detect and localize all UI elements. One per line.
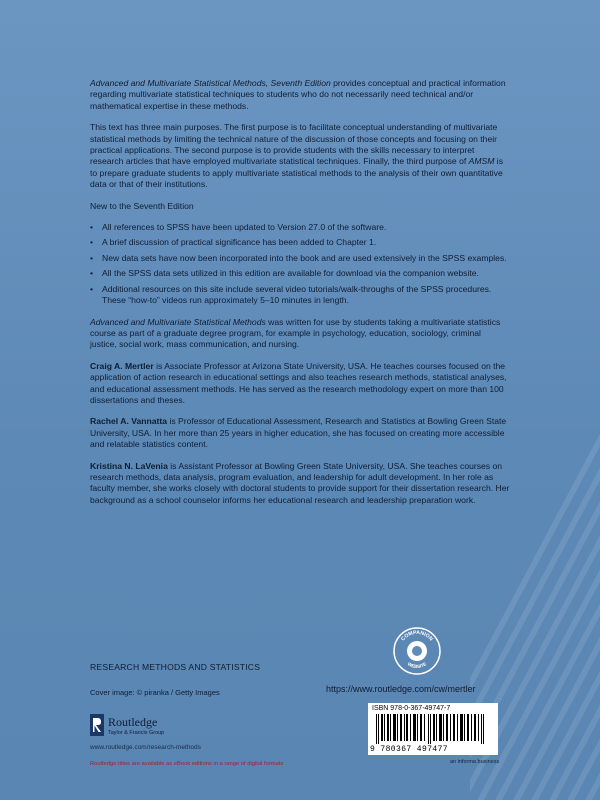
list-item: • All references to SPSS have been updated to Version 27.0 of the software. bbox=[90, 222, 510, 233]
publisher-name: Routledge bbox=[108, 715, 158, 729]
cover-image-credit: Cover image: © piranka / Getty Images bbox=[90, 688, 220, 697]
list-item: • A brief discussion of practical significance has been added to Chapter 1. bbox=[90, 237, 510, 248]
author-name: Rachel A. Vannatta bbox=[90, 416, 168, 427]
audience-title-italic: Advanced and Multivariate Statistical Methods bbox=[90, 316, 266, 327]
author-bio-text: is Assistant Professor at Bowling Green State University, USA. She teaches courses on research methods, data analysis, program evaluation, and leadership for adult development. In her role as faculty member, she works closely with doctoral students to provide support for their dissertation research. Her background as a school counselor informs her educational research and leadership preparation work. bbox=[90, 460, 510, 505]
companion-website-icon bbox=[392, 626, 442, 676]
routledge-logo-icon bbox=[90, 714, 104, 736]
author-name: Kristina N. LaVenia bbox=[90, 460, 168, 471]
author-bio bbox=[90, 361, 510, 407]
barcode-number: 9 780367 497477 bbox=[370, 745, 449, 754]
new-edition-heading: New to the Seventh Edition bbox=[90, 200, 194, 211]
ebook-note: Routledge titles are available as eBook editions in a range of digital formats bbox=[90, 761, 284, 767]
informa-tagline: an informa business bbox=[450, 759, 500, 765]
subject-category: RESEARCH METHODS AND STATISTICS bbox=[90, 662, 261, 672]
publisher-url[interactable]: www.routledge.com/research-methods bbox=[90, 744, 201, 751]
audience-paragraph bbox=[90, 317, 510, 351]
purposes-text-2: is to prepare graduate students to apply multivariate statistical methods to the analysis of their own quantitative data or that of their institutions. bbox=[90, 156, 504, 190]
amsm-italic: AMSM bbox=[468, 156, 495, 167]
list-item: • New data sets have now been incorporated into the book and are used extensively in the SPSS examples. bbox=[90, 253, 510, 264]
new-edition-list bbox=[90, 222, 510, 306]
intro-text: provides conceptual and practical information regarding multivariate statistical techniques to students who do not necessarily need technical and/or mathematical expertise in these methods. bbox=[90, 78, 506, 111]
companion-website-badge bbox=[392, 626, 442, 676]
purposes-text-1: This text has three main purposes. The first purpose is to facilitate conceptual understanding of multivariate statistical methods by limiting the technical nature of the discussion of those concepts and focusing on their practical applications. The second purpose is to provide students with the skills necessary to interpret research articles that have employed multivariate statistical techniques. Finally, the third purpose of bbox=[90, 122, 498, 167]
companion-badge-text-bottom: WEBSITE bbox=[406, 661, 428, 670]
purposes-paragraph bbox=[90, 122, 510, 190]
companion-url[interactable]: https://www.routledge.com/cw/mertler bbox=[326, 684, 476, 694]
audience-text: was written for use by students taking a multivariate statistics course as part of a graduate degree program, for example in psychology, education, sociology, criminal justice, social work, mass communication, and nursing. bbox=[90, 316, 501, 350]
author-bio-text: is Professor of Educational Assessment, Research and Statistics at Bowling Green State University, USA. In her more than 25 years in higher education, she has focused on creating more accessible and relatable statistics content. bbox=[90, 416, 507, 450]
companion-badge-text-top: COMPANION bbox=[400, 629, 434, 643]
author-bio bbox=[90, 416, 510, 450]
blurb-content bbox=[90, 78, 510, 516]
author-bio bbox=[90, 461, 510, 507]
svg-text:WEBSITE bbox=[407, 661, 428, 669]
author-bio-text: is Associate Professor at Arizona State University, USA. He teaches courses focused on the application of action research in educational settings and also teaches research methods, statistical analyses, and educational assessment methods. He has served as the research methodology expert on more than 100 dissertations and theses. bbox=[90, 360, 507, 405]
list-item: • Additional resources on this site include several video tutorials/walk-throughs of the SPSS procedures. These “how-to” videos run approximately 5–10 minutes in length. bbox=[90, 284, 510, 307]
publisher-logo bbox=[90, 714, 240, 744]
barcode-bars bbox=[374, 714, 492, 744]
intro-paragraph bbox=[90, 78, 510, 112]
book-title-italic: Advanced and Multivariate Statistical Methods, Seventh Edition bbox=[90, 78, 331, 88]
author-name: Craig A. Mertler bbox=[90, 360, 154, 371]
barcode bbox=[368, 703, 498, 755]
isbn-label: ISBN 978-0-367-49747-7 bbox=[372, 705, 451, 712]
list-item: • All the SPSS data sets utilized in this edition are available for download via the companion website. bbox=[90, 268, 510, 279]
publisher-group: Taylor & Francis Group bbox=[108, 730, 165, 736]
